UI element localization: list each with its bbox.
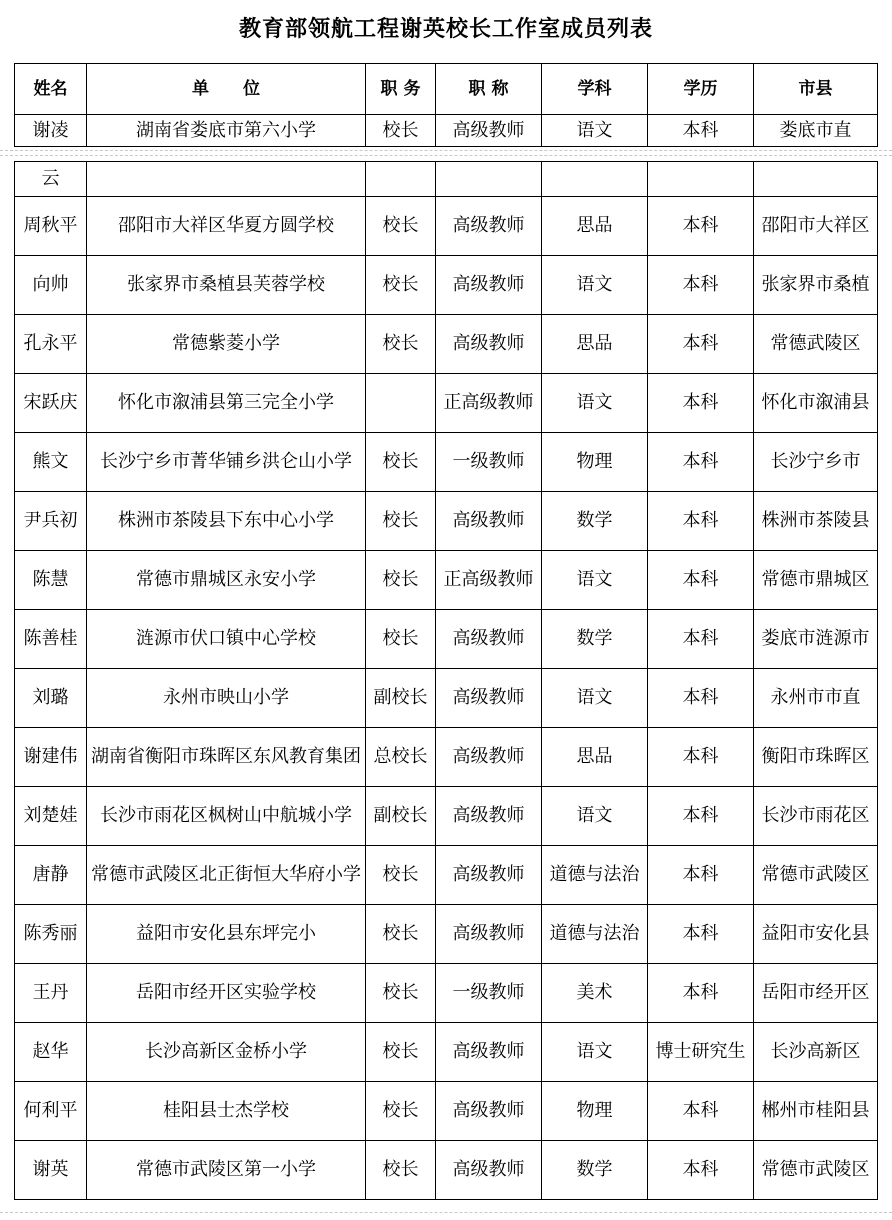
cell-name: 刘璐 [15, 669, 87, 728]
cell-unit: 长沙高新区金桥小学 [87, 1023, 366, 1082]
cell-unit: 株洲市茶陵县下东中心小学 [87, 492, 366, 551]
cell-duty: 校长 [366, 610, 436, 669]
cell-rank: 高级教师 [436, 787, 542, 846]
cell-education: 本科 [648, 787, 754, 846]
members-table [14, 161, 878, 1200]
table-row [15, 374, 878, 433]
cell-name: 尹兵初 [15, 492, 87, 551]
cell-rank: 高级教师 [436, 1141, 542, 1200]
cell-empty [754, 162, 878, 197]
table-row [15, 315, 878, 374]
cell-city: 衡阳市珠晖区 [754, 728, 878, 787]
cell-empty [648, 162, 754, 197]
cell-rank: 高级教师 [436, 610, 542, 669]
header-subject: 学科 [542, 64, 648, 115]
cell-unit: 长沙宁乡市菁华铺乡洪仑山小学 [87, 433, 366, 492]
cell-name: 唐静 [15, 846, 87, 905]
cell-education: 本科 [648, 374, 754, 433]
cell-duty: 校长 [366, 1141, 436, 1200]
cell-rank: 高级教师 [436, 669, 542, 728]
cell-subject: 语文 [542, 1023, 648, 1082]
cell-name: 王丹 [15, 964, 87, 1023]
cell-unit: 常德紫菱小学 [87, 315, 366, 374]
cell-rank: 正高级教师 [436, 551, 542, 610]
cell-city: 长沙宁乡市 [754, 433, 878, 492]
cell-subject: 思品 [542, 315, 648, 374]
cell-education: 本科 [648, 1141, 754, 1200]
cell-rank: 高级教师 [436, 492, 542, 551]
cell-city: 娄底市直 [754, 115, 878, 147]
cell-empty [366, 162, 436, 197]
table-row [15, 728, 878, 787]
page-title: 教育部领航工程谢英校长工作室成员列表 [238, 17, 653, 42]
table-row-continued [15, 162, 878, 197]
table-row [15, 610, 878, 669]
cell-rank: 高级教师 [436, 905, 542, 964]
cell-city: 邵阳市大祥区 [754, 197, 878, 256]
cell-education: 本科 [648, 433, 754, 492]
cell-education: 本科 [648, 669, 754, 728]
cell-unit: 常德市鼎城区永安小学 [87, 551, 366, 610]
cell-duty: 校长 [366, 846, 436, 905]
cell-subject: 语文 [542, 374, 648, 433]
cell-education: 本科 [648, 846, 754, 905]
cell-city: 株洲市茶陵县 [754, 492, 878, 551]
cell-city: 娄底市涟源市 [754, 610, 878, 669]
table-row [15, 1023, 878, 1082]
cell-rank: 一级教师 [436, 433, 542, 492]
table-row [15, 1141, 878, 1200]
cell-rank: 正高级教师 [436, 374, 542, 433]
cell-rank: 高级教师 [436, 846, 542, 905]
header-unit: 单 位 [87, 64, 366, 115]
cell-duty: 校长 [366, 964, 436, 1023]
cell-subject: 物理 [542, 1082, 648, 1141]
table-row [15, 115, 878, 147]
cell-name: 陈秀丽 [15, 905, 87, 964]
cell-city: 常德武陵区 [754, 315, 878, 374]
cell-rank: 高级教师 [436, 256, 542, 315]
cell-subject: 数学 [542, 492, 648, 551]
cell-duty: 校长 [366, 551, 436, 610]
cell-unit: 邵阳市大祥区华夏方圆学校 [87, 197, 366, 256]
cell-city: 张家界市桑植 [754, 256, 878, 315]
cell-city: 常德市鼎城区 [754, 551, 878, 610]
cell-subject: 道德与法治 [542, 846, 648, 905]
cell-education: 本科 [648, 905, 754, 964]
cell-unit: 益阳市安化县东坪完小 [87, 905, 366, 964]
cell-city: 永州市市直 [754, 669, 878, 728]
table-row [15, 433, 878, 492]
cell-education: 本科 [648, 1082, 754, 1141]
cell-duty: 校长 [366, 1082, 436, 1141]
cell-name: 熊文 [15, 433, 87, 492]
cell-education: 博士研究生 [648, 1023, 754, 1082]
cell-rank: 高级教师 [436, 1082, 542, 1141]
cell-name: 谢英 [15, 1141, 87, 1200]
cell-unit: 岳阳市经开区实验学校 [87, 964, 366, 1023]
cell-city: 常德市武陵区 [754, 1141, 878, 1200]
table-row [15, 787, 878, 846]
cell-subject: 道德与法治 [542, 905, 648, 964]
cell-name: 陈慧 [15, 551, 87, 610]
cell-rank: 高级教师 [436, 115, 542, 147]
cell-duty: 校长 [366, 115, 436, 147]
cell-education: 本科 [648, 964, 754, 1023]
cell-unit: 涟源市伏口镇中心学校 [87, 610, 366, 669]
cell-duty: 副校长 [366, 669, 436, 728]
cell-name: 宋跃庆 [15, 374, 87, 433]
cell-education: 本科 [648, 610, 754, 669]
cell-education: 本科 [648, 256, 754, 315]
cell-name: 向帅 [15, 256, 87, 315]
cell-education: 本科 [648, 115, 754, 147]
cell-subject: 思品 [542, 197, 648, 256]
page-break-guide [0, 1212, 892, 1213]
cell-city: 郴州市桂阳县 [754, 1082, 878, 1141]
cell-unit: 湖南省衡阳市珠晖区东风教育集团 [87, 728, 366, 787]
page-break-guide [0, 155, 892, 156]
cell-name: 云 [15, 162, 87, 197]
header-city: 市县 [754, 64, 878, 115]
table-row [15, 551, 878, 610]
header-name: 姓名 [15, 64, 87, 115]
cell-education: 本科 [648, 315, 754, 374]
cell-name: 谢凌 [15, 115, 87, 147]
cell-duty: 校长 [366, 905, 436, 964]
cell-unit: 桂阳县士杰学校 [87, 1082, 366, 1141]
cell-empty [87, 162, 366, 197]
cell-unit: 张家界市桑植县芙蓉学校 [87, 256, 366, 315]
cell-subject: 数学 [542, 610, 648, 669]
header-education: 学历 [648, 64, 754, 115]
cell-name: 谢建伟 [15, 728, 87, 787]
cell-subject: 物理 [542, 433, 648, 492]
table-row [15, 669, 878, 728]
header-rank: 职 称 [436, 64, 542, 115]
cell-name: 赵华 [15, 1023, 87, 1082]
cell-duty [366, 374, 436, 433]
cell-duty: 总校长 [366, 728, 436, 787]
table-row [15, 846, 878, 905]
cell-subject: 语文 [542, 115, 648, 147]
cell-rank: 一级教师 [436, 964, 542, 1023]
cell-duty: 校长 [366, 197, 436, 256]
cell-education: 本科 [648, 492, 754, 551]
cell-name: 周秋平 [15, 197, 87, 256]
header-duty: 职 务 [366, 64, 436, 115]
cell-duty: 校长 [366, 433, 436, 492]
cell-subject: 思品 [542, 728, 648, 787]
page-break-guide [0, 150, 892, 151]
cell-city: 益阳市安化县 [754, 905, 878, 964]
cell-duty: 校长 [366, 492, 436, 551]
table-row [15, 905, 878, 964]
table-row [15, 256, 878, 315]
cell-city: 岳阳市经开区 [754, 964, 878, 1023]
cell-subject: 语文 [542, 551, 648, 610]
cell-rank: 高级教师 [436, 1023, 542, 1082]
cell-rank: 高级教师 [436, 315, 542, 374]
cell-unit: 怀化市溆浦县第三完全小学 [87, 374, 366, 433]
cell-name: 刘楚娃 [15, 787, 87, 846]
cell-city: 长沙市雨花区 [754, 787, 878, 846]
table-row [15, 1082, 878, 1141]
cell-education: 本科 [648, 197, 754, 256]
cell-education: 本科 [648, 551, 754, 610]
cell-duty: 校长 [366, 315, 436, 374]
cell-subject: 语文 [542, 669, 648, 728]
table-row [15, 492, 878, 551]
cell-duty: 校长 [366, 1023, 436, 1082]
cell-unit: 长沙市雨花区枫树山中航城小学 [87, 787, 366, 846]
cell-rank: 高级教师 [436, 197, 542, 256]
cell-education: 本科 [648, 728, 754, 787]
cell-empty [542, 162, 648, 197]
cell-duty: 校长 [366, 256, 436, 315]
cell-duty: 副校长 [366, 787, 436, 846]
cell-subject: 语文 [542, 256, 648, 315]
cell-empty [436, 162, 542, 197]
cell-name: 何利平 [15, 1082, 87, 1141]
header-row [15, 64, 878, 115]
cell-unit: 永州市映山小学 [87, 669, 366, 728]
cell-subject: 语文 [542, 787, 648, 846]
cell-name: 孔永平 [15, 315, 87, 374]
cell-city: 长沙高新区 [754, 1023, 878, 1082]
cell-unit: 湖南省娄底市第六小学 [87, 115, 366, 147]
cell-unit: 常德市武陵区北正街恒大华府小学 [87, 846, 366, 905]
cell-subject: 数学 [542, 1141, 648, 1200]
cell-unit: 常德市武陵区第一小学 [87, 1141, 366, 1200]
cell-subject: 美术 [542, 964, 648, 1023]
cell-rank: 高级教师 [436, 728, 542, 787]
cell-city: 常德市武陵区 [754, 846, 878, 905]
table-row [15, 197, 878, 256]
cell-name: 陈善桂 [15, 610, 87, 669]
table-row [15, 964, 878, 1023]
members-table-header [14, 63, 878, 147]
cell-city: 怀化市溆浦县 [754, 374, 878, 433]
